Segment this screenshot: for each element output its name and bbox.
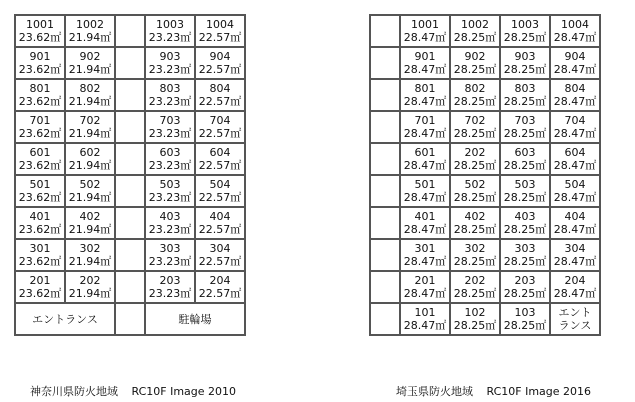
unit-area: 28.47㎡	[403, 63, 447, 76]
unit-number: 404	[209, 210, 231, 223]
stair-void-cell	[115, 47, 145, 79]
unit-number: 103	[514, 306, 536, 319]
unit-cell	[500, 303, 550, 335]
unit-number: 704	[209, 114, 231, 127]
unit-number: 1001	[411, 18, 439, 31]
unit-area: 28.25㎡	[503, 319, 547, 332]
unit-area: 22.57㎡	[198, 223, 242, 236]
unit-area: 23.62㎡	[18, 127, 62, 140]
kanagawa-floor-grid	[14, 14, 246, 336]
unit-area: 28.25㎡	[453, 191, 497, 204]
unit-number: 1001	[26, 18, 54, 31]
unit-number: エント	[558, 306, 592, 319]
floor-row	[370, 111, 600, 143]
unit-number: 303	[159, 242, 181, 255]
unit-number: 603	[514, 146, 536, 159]
unit-number: 201	[29, 274, 51, 287]
unit-area: 28.25㎡	[503, 287, 547, 300]
entrance-cell: エントランス	[15, 303, 115, 335]
unit-number: 801	[414, 82, 436, 95]
unit-number: 301	[29, 242, 51, 255]
unit-number: 901	[29, 50, 51, 63]
stair-void-cell	[370, 303, 400, 335]
unit-number: 504	[564, 178, 586, 191]
unit-cell	[550, 111, 600, 143]
unit-cell	[65, 15, 115, 47]
stair-void-cell	[115, 79, 145, 111]
unit-number: 604	[564, 146, 586, 159]
stair-void-cell	[115, 111, 145, 143]
unit-number: 1002	[461, 18, 489, 31]
unit-number: 901	[414, 50, 436, 63]
unit-number: 903	[159, 50, 181, 63]
floor-row	[370, 143, 600, 175]
unit-number: 703	[159, 114, 181, 127]
floor-row	[370, 15, 600, 47]
unit-area: 28.47㎡	[403, 127, 447, 140]
unit-number: 403	[514, 210, 536, 223]
unit-cell	[195, 175, 245, 207]
saitama-floor-grid	[369, 14, 601, 336]
unit-cell	[400, 271, 450, 303]
unit-number: 1003	[156, 18, 184, 31]
unit-area: 28.25㎡	[503, 223, 547, 236]
unit-area: 23.23㎡	[148, 31, 192, 44]
unit-number: 802	[79, 82, 101, 95]
floor-row	[370, 79, 600, 111]
unit-area: 28.25㎡	[453, 287, 497, 300]
unit-cell	[400, 15, 450, 47]
unit-cell	[500, 175, 550, 207]
unit-cell	[450, 79, 500, 111]
unit-cell	[500, 15, 550, 47]
unit-area: 21.94㎡	[68, 287, 112, 300]
unit-cell	[500, 271, 550, 303]
unit-cell	[145, 207, 195, 239]
floor-row	[370, 271, 600, 303]
unit-area: 22.57㎡	[198, 255, 242, 268]
floor-row	[15, 239, 245, 271]
unit-area: 23.23㎡	[148, 223, 192, 236]
unit-cell	[145, 79, 195, 111]
unit-number: 902	[79, 50, 101, 63]
unit-area: 28.47㎡	[403, 31, 447, 44]
unit-area: 22.57㎡	[198, 31, 242, 44]
unit-cell	[400, 143, 450, 175]
unit-number: 202	[79, 274, 101, 287]
unit-area: 23.23㎡	[148, 159, 192, 172]
unit-cell	[195, 15, 245, 47]
unit-number: 404	[564, 210, 586, 223]
unit-cell	[550, 79, 600, 111]
unit-cell	[500, 47, 550, 79]
unit-cell	[15, 79, 65, 111]
unit-area: 21.94㎡	[68, 31, 112, 44]
stair-void-cell	[115, 303, 145, 335]
floor-row	[370, 175, 600, 207]
unit-cell	[195, 239, 245, 271]
floor-row	[15, 271, 245, 303]
unit-cell	[400, 207, 450, 239]
unit-cell	[550, 15, 600, 47]
unit-number: 502	[464, 178, 486, 191]
ground-floor-row	[15, 303, 245, 335]
bicycle-parking-cell: 駐輪場	[145, 303, 245, 335]
unit-cell	[500, 79, 550, 111]
unit-cell	[450, 271, 500, 303]
saitama-caption	[396, 383, 601, 399]
stair-void-cell	[370, 15, 400, 47]
unit-cell	[450, 47, 500, 79]
unit-number: 802	[464, 82, 486, 95]
unit-cell	[500, 207, 550, 239]
unit-number: 903	[514, 50, 536, 63]
floor-row	[15, 207, 245, 239]
unit-number: 203	[514, 274, 536, 287]
unit-number: 1004	[206, 18, 234, 31]
unit-cell	[15, 271, 65, 303]
unit-area: 28.47㎡	[403, 255, 447, 268]
unit-cell	[65, 175, 115, 207]
unit-cell	[65, 111, 115, 143]
unit-cell	[450, 239, 500, 271]
saitama-building-diagram	[369, 14, 601, 336]
unit-cell	[145, 175, 195, 207]
unit-area: 22.57㎡	[198, 95, 242, 108]
unit-cell	[145, 111, 195, 143]
stair-void-cell	[370, 175, 400, 207]
unit-cell	[550, 143, 600, 175]
unit-area: 23.62㎡	[18, 223, 62, 236]
unit-cell	[400, 175, 450, 207]
unit-area: 28.47㎡	[553, 127, 597, 140]
unit-area: 21.94㎡	[68, 223, 112, 236]
unit-area: 28.25㎡	[453, 255, 497, 268]
unit-area: 22.57㎡	[198, 159, 242, 172]
unit-cell	[450, 111, 500, 143]
unit-area: 23.62㎡	[18, 159, 62, 172]
unit-number: 803	[514, 82, 536, 95]
unit-number: 101	[414, 306, 436, 319]
unit-area: 21.94㎡	[68, 159, 112, 172]
unit-number: 604	[209, 146, 231, 159]
stair-void-cell	[115, 239, 145, 271]
unit-cell	[15, 175, 65, 207]
unit-cell	[65, 207, 115, 239]
unit-cell	[400, 79, 450, 111]
unit-cell	[550, 175, 600, 207]
unit-cell	[195, 271, 245, 303]
unit-area: 28.25㎡	[503, 255, 547, 268]
floor-row	[15, 175, 245, 207]
unit-number: 202	[464, 146, 486, 159]
unit-cell	[145, 271, 195, 303]
stair-void-cell	[370, 111, 400, 143]
unit-cell	[15, 111, 65, 143]
unit-area: 23.23㎡	[148, 95, 192, 108]
unit-cell	[65, 47, 115, 79]
unit-number: 202	[464, 274, 486, 287]
unit-area: 21.94㎡	[68, 191, 112, 204]
stair-void-cell	[115, 175, 145, 207]
unit-area: 28.25㎡	[503, 191, 547, 204]
stair-void-cell	[115, 207, 145, 239]
unit-cell	[450, 143, 500, 175]
unit-number: 303	[514, 242, 536, 255]
unit-area: 28.47㎡	[553, 287, 597, 300]
unit-cell	[65, 271, 115, 303]
unit-cell	[450, 207, 500, 239]
unit-area: 22.57㎡	[198, 63, 242, 76]
unit-number: 201	[414, 274, 436, 287]
stair-void-cell	[370, 47, 400, 79]
unit-area: 22.57㎡	[198, 127, 242, 140]
unit-cell	[15, 207, 65, 239]
floor-row	[370, 47, 600, 79]
unit-area: 22.57㎡	[198, 287, 242, 300]
unit-cell	[550, 47, 600, 79]
unit-area: 28.47㎡	[553, 255, 597, 268]
unit-number: 704	[564, 114, 586, 127]
unit-number: 302	[79, 242, 101, 255]
kanagawa-region-label: 神奈川県防火地域	[30, 385, 118, 398]
unit-number: 402	[79, 210, 101, 223]
unit-cell	[65, 79, 115, 111]
unit-number: 904	[564, 50, 586, 63]
unit-number: 502	[79, 178, 101, 191]
unit-number: 401	[29, 210, 51, 223]
unit-cell	[500, 111, 550, 143]
stair-void-cell	[370, 143, 400, 175]
unit-number: 504	[209, 178, 231, 191]
unit-cell	[195, 207, 245, 239]
unit-cell	[500, 239, 550, 271]
unit-area: 28.47㎡	[553, 191, 597, 204]
unit-area: 28.47㎡	[553, 63, 597, 76]
entrance-cell	[550, 303, 600, 335]
floor-row	[15, 47, 245, 79]
unit-area: 28.25㎡	[453, 223, 497, 236]
unit-cell	[550, 207, 600, 239]
unit-area: 28.47㎡	[553, 159, 597, 172]
unit-number: 501	[29, 178, 51, 191]
unit-area: 28.47㎡	[553, 223, 597, 236]
unit-number: 401	[414, 210, 436, 223]
floor-row	[370, 303, 600, 335]
floor-row	[370, 239, 600, 271]
unit-cell	[195, 47, 245, 79]
stair-void-cell	[370, 271, 400, 303]
unit-number: 204	[209, 274, 231, 287]
unit-cell	[400, 303, 450, 335]
unit-area: 28.25㎡	[503, 31, 547, 44]
unit-number: 304	[209, 242, 231, 255]
unit-area: 23.23㎡	[148, 287, 192, 300]
stair-void-cell	[370, 207, 400, 239]
floor-row	[15, 15, 245, 47]
floor-row	[15, 79, 245, 111]
unit-area: 28.47㎡	[403, 159, 447, 172]
unit-number: 902	[464, 50, 486, 63]
unit-number: 601	[414, 146, 436, 159]
unit-area: 28.47㎡	[553, 95, 597, 108]
unit-cell	[450, 175, 500, 207]
unit-number: 203	[159, 274, 181, 287]
unit-area: 23.62㎡	[18, 191, 62, 204]
unit-number: 904	[209, 50, 231, 63]
unit-area: 23.23㎡	[148, 255, 192, 268]
unit-cell	[450, 15, 500, 47]
unit-number: 702	[464, 114, 486, 127]
unit-area: 23.23㎡	[148, 191, 192, 204]
floor-row	[370, 207, 600, 239]
unit-number: 102	[464, 306, 486, 319]
unit-number: 301	[414, 242, 436, 255]
unit-cell	[145, 47, 195, 79]
unit-cell	[400, 239, 450, 271]
unit-area: 21.94㎡	[68, 127, 112, 140]
unit-number: 501	[414, 178, 436, 191]
unit-number: 702	[79, 114, 101, 127]
saitama-region-label: 埼玉県防火地域	[396, 385, 473, 398]
unit-number: 602	[79, 146, 101, 159]
unit-area: 28.47㎡	[403, 191, 447, 204]
unit-area: 28.47㎡	[553, 31, 597, 44]
unit-area: 23.62㎡	[18, 95, 62, 108]
unit-number: 601	[29, 146, 51, 159]
unit-cell	[145, 239, 195, 271]
unit-number: 1003	[511, 18, 539, 31]
floor-row	[15, 111, 245, 143]
unit-area: 28.25㎡	[453, 319, 497, 332]
unit-cell	[65, 239, 115, 271]
unit-cell	[500, 143, 550, 175]
unit-area: 23.62㎡	[18, 63, 62, 76]
floor-row	[15, 143, 245, 175]
kanagawa-building-diagram	[14, 14, 246, 336]
unit-cell	[15, 15, 65, 47]
unit-area: ランス	[558, 319, 592, 332]
unit-number: 701	[414, 114, 436, 127]
unit-cell	[15, 47, 65, 79]
unit-area: 21.94㎡	[68, 95, 112, 108]
unit-number: 302	[464, 242, 486, 255]
unit-number: 603	[159, 146, 181, 159]
unit-area: 28.25㎡	[453, 63, 497, 76]
unit-area: 28.25㎡	[453, 31, 497, 44]
unit-area: 28.25㎡	[503, 159, 547, 172]
unit-area: 23.62㎡	[18, 31, 62, 44]
unit-area: 23.62㎡	[18, 255, 62, 268]
unit-area: 22.57㎡	[198, 191, 242, 204]
unit-area: 23.62㎡	[18, 287, 62, 300]
stair-void-cell	[115, 15, 145, 47]
unit-area: 28.47㎡	[403, 287, 447, 300]
kanagawa-caption	[30, 383, 246, 399]
unit-number: 803	[159, 82, 181, 95]
kanagawa-spec-label: RC10F Image 2010	[131, 385, 237, 398]
unit-cell	[195, 143, 245, 175]
unit-number: 801	[29, 82, 51, 95]
unit-cell	[145, 143, 195, 175]
unit-cell	[195, 111, 245, 143]
unit-cell	[15, 239, 65, 271]
saitama-spec-label: RC10F Image 2016	[486, 385, 592, 398]
unit-cell	[145, 15, 195, 47]
unit-number: 503	[514, 178, 536, 191]
unit-number: 804	[209, 82, 231, 95]
unit-cell	[400, 47, 450, 79]
unit-area: 28.47㎡	[403, 319, 447, 332]
unit-cell	[400, 111, 450, 143]
unit-area: 28.25㎡	[453, 159, 497, 172]
stair-void-cell	[370, 239, 400, 271]
unit-area: 21.94㎡	[68, 255, 112, 268]
unit-cell	[550, 239, 600, 271]
unit-area: 28.25㎡	[453, 95, 497, 108]
stair-void-cell	[115, 271, 145, 303]
stair-void-cell	[370, 79, 400, 111]
unit-area: 28.25㎡	[503, 95, 547, 108]
unit-area: 23.23㎡	[148, 127, 192, 140]
stair-void-cell	[115, 143, 145, 175]
unit-area: 28.25㎡	[503, 127, 547, 140]
unit-cell	[550, 271, 600, 303]
unit-cell	[15, 143, 65, 175]
unit-number: 403	[159, 210, 181, 223]
unit-number: 304	[564, 242, 586, 255]
unit-area: 28.25㎡	[503, 63, 547, 76]
unit-area: 21.94㎡	[68, 63, 112, 76]
unit-number: 1002	[76, 18, 104, 31]
unit-area: 28.47㎡	[403, 95, 447, 108]
unit-number: 402	[464, 210, 486, 223]
unit-cell	[450, 303, 500, 335]
unit-cell	[65, 143, 115, 175]
unit-number: 703	[514, 114, 536, 127]
unit-number: 804	[564, 82, 586, 95]
unit-cell	[195, 79, 245, 111]
unit-number: 1004	[561, 18, 589, 31]
unit-area: 23.23㎡	[148, 63, 192, 76]
unit-number: 701	[29, 114, 51, 127]
unit-area: 28.25㎡	[453, 127, 497, 140]
unit-number: 503	[159, 178, 181, 191]
unit-number: 204	[564, 274, 586, 287]
unit-area: 28.47㎡	[403, 223, 447, 236]
